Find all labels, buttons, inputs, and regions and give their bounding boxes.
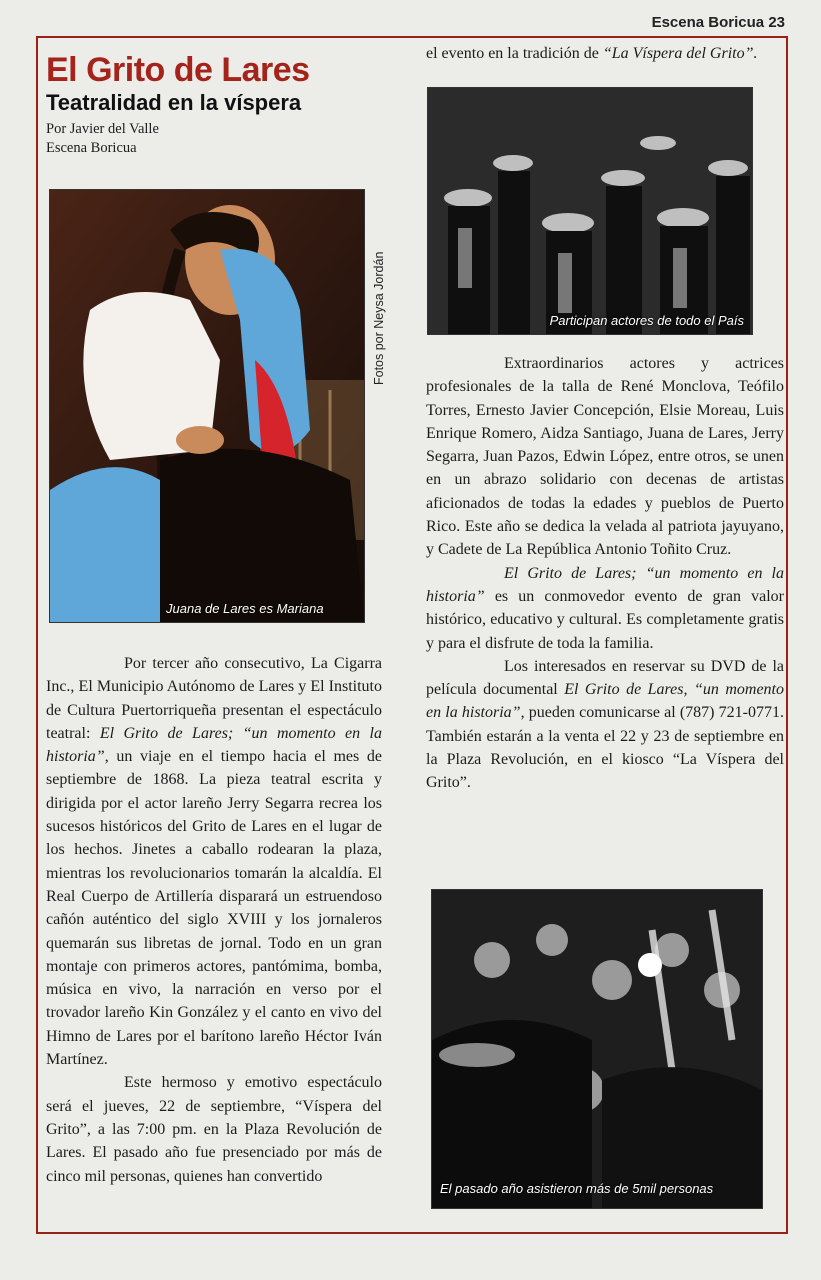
page-number: 23 — [768, 14, 785, 31]
photo2-caption: Participan actores de todo el País — [549, 313, 744, 328]
left-body — [46, 652, 382, 1188]
p1-intro: Por tercer año consecutivo, La Cigarra Inc., El Municipio Autónomo de Lares y El Instituto de Cultura Puertorriqueña presentan el espectáculo teatral: — [46, 655, 382, 742]
audience-illustration — [432, 890, 762, 1208]
byline-org: Escena Boricua — [46, 140, 137, 156]
p5-body: , pueden comunicarse al (787) 721-0771. También estarán a la venta el 22 y 23 de septiembre en la Plaza Revolución, en el kiosco “La Víspera del Grito”. — [426, 704, 785, 792]
p5-intro: Los interesados en reservar su DVD de la película documental — [426, 657, 784, 699]
photo-actress-with-flag — [50, 190, 364, 622]
continued-paragraph — [426, 42, 784, 65]
photo-actors-crowd — [428, 88, 752, 334]
paragraph-4 — [426, 562, 784, 655]
paragraph-2: Este hermoso y emotivo espectáculo será el jueves, 22 de septiembre, “Víspera del Grito”, a las 7:00 pm. en la Plaza Revolución de Lares. El pasado año fue presenciado por más de cinco mil personas, quienes han convertido — [46, 1074, 382, 1185]
p1-body: , un viaje en el tiempo hacia el mes de septiembre de 1868. La pieza teatral escrita y dirigida por el actor lareño Jerry Segarra recrea los sucesos históricos del Grito de Lares en el lugar de los hechos. Jinetes a caballo rodearan la plaza, mientras los revolucionarios tomarán la alcaldía. El Real Cuerpo de Artillería disparará un estruendoso cañón auténtico del siglo XVIII y los jornaleros quemarán sus libretas de jornal. Todo en un gran montaje con primeros actores, pantómima, bomba, música en vivo, la narración en verso por el trovador lareño Kin González y el canto en vivo del Himno de Lares por el barítono lareño Héctor Iván Martínez. — [46, 748, 382, 1069]
page-header — [652, 14, 785, 31]
p4-body: es un conmovedor evento de gran valor histórico, educativo y cultural. Es completamente gratis y para el disfrute de toda la familia. — [426, 587, 784, 652]
actress-illustration — [50, 190, 364, 622]
paragraph-3: Extraordinarios actores y actrices profesionales de la talla de René Monclova, Teófilo Torres, Ernesto Javier Concepción, Elsie Moreau, Luis Enrique Romero, Aidza Santiago, Juana de Lares, Jerry Segarra, Juan Pazos, Edwin López, entre otros, se unen en un abrazo solidario con decenas de artistas aficionados de todas la edades y pueblos de Puerto Rico. Este año se dedica la velada al patriota jayuyano, y Cadete de La República Antonio Toñito Cruz. — [426, 355, 784, 559]
actors-crowd-illustration — [428, 88, 752, 334]
p1-show-title: El Grito de Lares; “un momento en la historia” — [46, 724, 382, 766]
photo3-caption: El pasado año asistieron más de 5mil personas — [440, 1181, 714, 1196]
right-body — [426, 352, 784, 795]
left-column — [46, 50, 382, 158]
paragraph-1 — [46, 652, 382, 1071]
continued-text: el evento en la tradición de — [426, 45, 603, 62]
article-title: El Grito de Lares — [46, 51, 310, 89]
p4-show-title: El Grito de Lares; “un momento en la historia” — [426, 564, 784, 605]
continued-quote: “La Víspera del Grito”. — [602, 45, 758, 62]
paragraph-5 — [426, 655, 784, 795]
article-subtitle: Teatralidad en la víspera — [46, 90, 302, 115]
photo1-caption: Juana de Lares es Mariana — [166, 601, 324, 616]
p5-dvd-title: El Grito de Lares, “un momento en la historia” — [426, 681, 785, 722]
right-column-top — [426, 42, 784, 65]
photo-credit: Fotos por Neysa Jordán — [372, 251, 386, 385]
section-name: Escena Boricua — [651, 14, 765, 31]
photo-audience-torches — [432, 890, 762, 1208]
byline-author: Por Javier del Valle — [46, 121, 159, 137]
